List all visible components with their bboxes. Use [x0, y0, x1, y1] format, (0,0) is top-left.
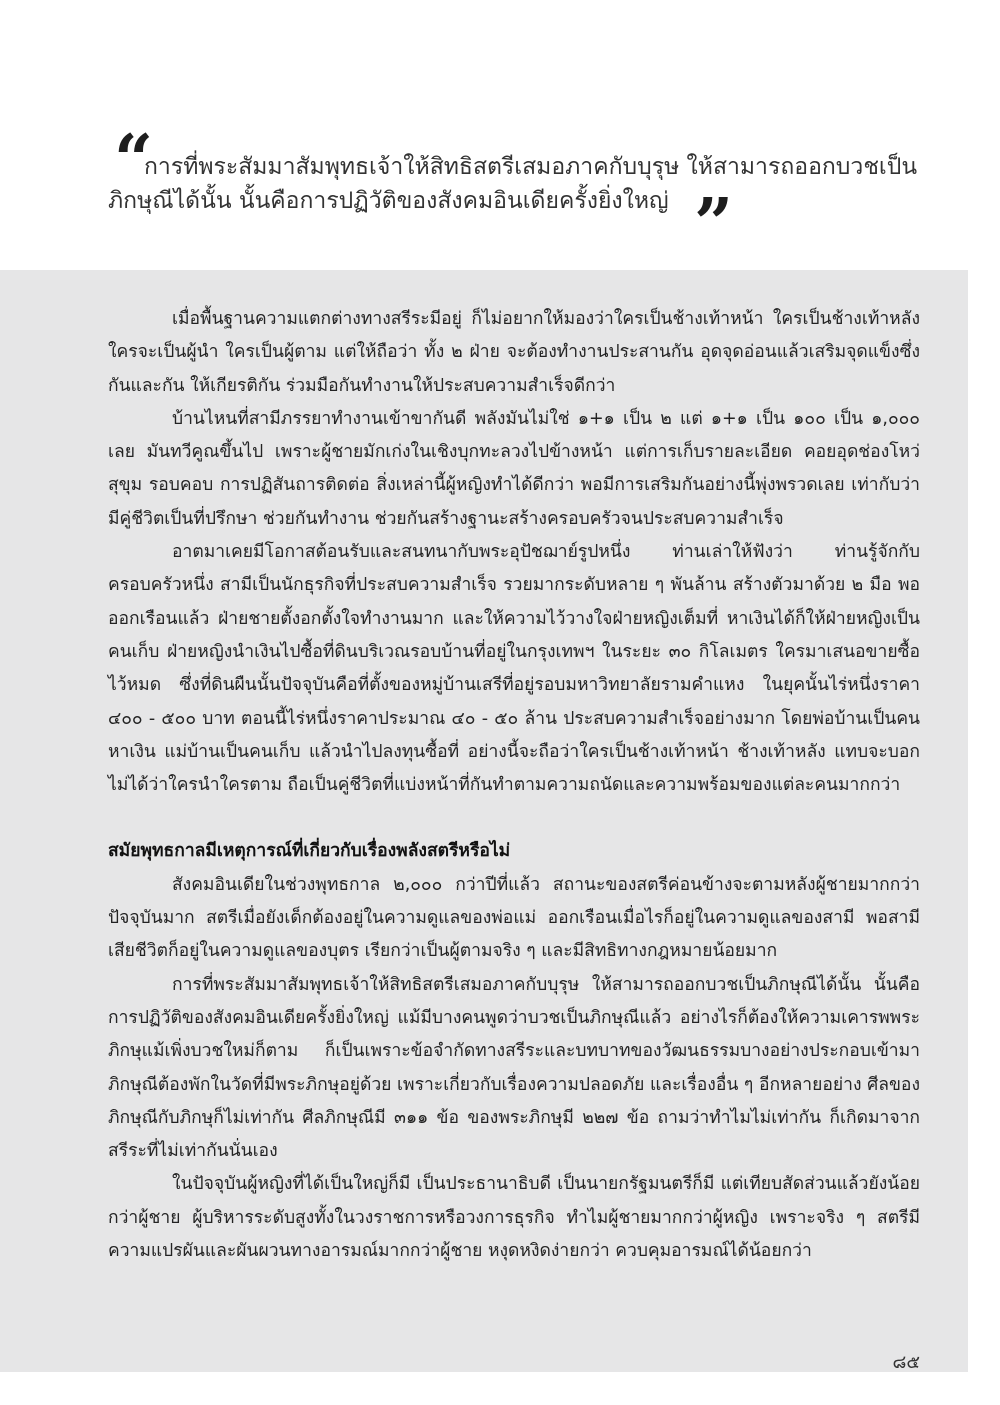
pull-quote-text: การที่พระสัมมาสัมพุทธเจ้าให้สิทธิสตรีเสมอภาคกับบุรุษ ให้สามารถออกบวชเป็นภิกษุณีได้นั้น นั้นคือการปฏิวัติของสังคมอินเดียครั้งยิ่งใหญ่ — [108, 154, 918, 214]
paragraph: บ้านไหนที่สามีภรรยาทำงานเข้าขากันดี พลังมันไม่ใช่ ๑+๑ เป็น ๒ แต่ ๑+๑ เป็น ๑๐๐ เป็น ๑,๐๐๐ เลย มันทวีคูณขึ้นไป เพราะผู้ชายมักเก่งในเชิงบุกทะลวงไปข้างหน้า แต่การเก็บรายละเอียด คอยอุดช่องโหว่ สุขุม รอบคอบ การปฏิสันถารติดต่อ สิ่งเหล่านี้ผู้หญิงทำได้ดีกว่า พอมีการเสริมกันอย่างนี้พุ่งพรวดเลย เท่ากับว่ามีคู่ชีวิตเป็นที่ปรึกษา ช่วยกันทำงาน ช่วยกันสร้างฐานะสร้างครอบครัวจนประสบความสำเร็จ — [108, 408, 920, 529]
article-body — [108, 303, 920, 1268]
paragraph: การที่พระสัมมาสัมพุทธเจ้าให้สิทธิสตรีเสมอภาคกับบุรุษ ให้สามารถออกบวชเป็นภิกษุณีได้นั้น นั้นคือการปฏิวัติของสังคมอินเดียครั้งยิ่งใหญ่ แม้มีบางคนพูดว่าบวชเป็นภิกษุณีแล้ว อย่างไรก็ต้องให้ความเคารพพระภิกษุแม้เพิ่งบวชใหม่ก็ตาม ก็เป็นเพราะข้อจำกัดทางสรีระและบทบาทของวัฒนธรรมบางอย่างประกอบเข้ามา ภิกษุณีต้องพักในวัดที่มีพระภิกษุอยู่ด้วย เพราะเกี่ยวกับเรื่องความปลอดภัย และเรื่องอื่น ๆ อีกหลายอย่าง ศีลของภิกษุณีกับภิกษุก็ไม่เท่ากัน ศีลภิกษุณีมี ๓๑๑ ข้อ ของพระภิกษุมี ๒๒๗ ข้อ ถามว่าทำไมไม่เท่ากัน ก็เกิดมาจากสรีระที่ไม่เท่ากันนั่นเอง — [108, 974, 920, 1162]
open-quote-icon: “ — [114, 120, 150, 200]
section-heading: สมัยพุทธกาลมีเหตุการณ์ที่เกี่ยวกับเรื่องพลังสตรีหรือไม่ — [108, 841, 511, 862]
close-quote-icon: ” — [694, 184, 730, 264]
paragraph: ในปัจจุบันผู้หญิงที่ได้เป็นใหญ่ก็มี เป็นประธานาธิบดี เป็นนายกรัฐมนตรีก็มี แต่เทียบสัดส่วนแล้วยังน้อยกว่าผู้ชาย ผู้บริหารระดับสูงทั้งในวงราชการหรือวงการธุรกิจ ทำไมผู้ชายมากกว่าผู้หญิง เพราะจริง ๆ สตรีมีความแปรผันและผันผวนทางอารมณ์มากกว่าผู้ชาย หงุดหงิดง่ายกว่า ควบคุมอารมณ์ได้น้อยกว่า — [108, 1174, 920, 1262]
paragraph: เมื่อพื้นฐานความแตกต่างทางสรีระมีอยู่ ก็ไม่อยากให้มองว่าใครเป็นช้างเท้าหน้า ใครเป็นช้างเท้าหลัง ใครจะเป็นผู้นำ ใครเป็นผู้ตาม แต่ให้ถือว่า ทั้ง ๒ ฝ่าย จะต้องทำงานประสานกัน อุดจุดอ่อนแล้วเสริมจุดแข็งซึ่งกันและกัน ให้เกียรติกัน ร่วมมือกันทำงานให้ประสบความสำเร็จดีกว่า — [108, 309, 920, 396]
page-number: ๘๕ — [892, 1352, 920, 1373]
pull-quote — [108, 120, 938, 264]
paragraph: อาตมาเคยมีโอกาสต้อนรับและสนทนากับพระอุปัชฌาย์รูปหนึ่ง ท่านเล่าให้ฟังว่า ท่านรู้จักกับครอบครัวหนึ่ง สามีเป็นนักธุรกิจที่ประสบความสำเร็จ รวยมากระดับหลาย ๆ พันล้าน สร้างตัวมาด้วย ๒ มือ พอออกเรือนแล้ว ฝ่ายชายตั้งอกตั้งใจทำงานมาก และให้ความไว้วางใจฝ่ายหญิงเต็มที่ หาเงินได้ก็ให้ฝ่ายหญิงเป็นคนเก็บ ฝ่ายหญิงนำเงินไปซื้อที่ดินบริเวณรอบบ้านที่อยู่ในกรุงเทพฯ ในระยะ ๓๐ กิโลเมตร ใครมาเสนอขายซื้อไว้หมด ซึ่งที่ดินผืนนั้นปัจจุบันคือที่ตั้งของหมู่บ้านเสรีที่อยู่รอบมหาวิทยาลัยรามคำแหง ในยุคนั้นไร่หนึ่งราคา ๔๐๐ - ๕๐๐ บาท ตอนนี้ไร่หนึ่งราคาประมาณ ๔๐ - ๕๐ ล้าน ประสบความสำเร็จอย่างมาก โดยพ่อบ้านเป็นคนหาเงิน แม่บ้านเป็นคนเก็บ แล้วนำไปลงทุนซื้อที่ อย่างนี้จะถือว่าใครเป็นช้างเท้าหน้า ช้างเท้าหลัง แทบจะบอกไม่ได้ว่าใครนำใครตาม ถือเป็นคู่ชีวิตที่แบ่งหน้าที่กันทำตามความถนัดและความพร้อมของแต่ละคนมากกว่า — [108, 542, 920, 796]
paragraph: สังคมอินเดียในช่วงพุทธกาล ๒,๐๐๐ กว่าปีที่แล้ว สถานะของสตรีค่อนข้างจะตามหลังผู้ชายมากกว่าปัจจุบันมาก สตรีเมื่อยังเด็กต้องอยู่ในความดูแลของพ่อแม่ ออกเรือนเมื่อไรก็อยู่ในความดูแลของสามี พอสามีเสียชีวิตก็อยู่ในความดูแลของบุตร เรียกว่าเป็นผู้ตามจริง ๆ และมีสิทธิทางกฎหมายน้อยมาก — [108, 874, 920, 962]
